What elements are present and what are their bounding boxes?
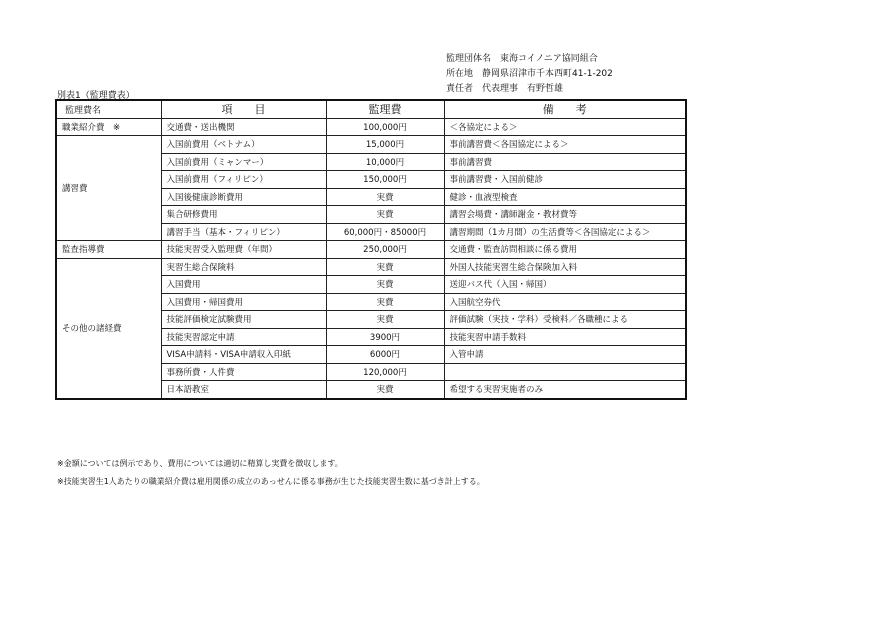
footnote-amounts: ※金額については例示であり、費用については適切に精算し実費を徴収します。 bbox=[57, 459, 343, 468]
note-cell: ＜各協定による＞ bbox=[444, 118, 686, 136]
amount-cell: 3900円 bbox=[326, 328, 444, 346]
note-cell: 評価試験（実技・学科）受検料／各職種による bbox=[444, 311, 686, 329]
note-cell: 外国人技能実習生総合保険加入料 bbox=[444, 258, 686, 276]
amount-cell: 150,000円 bbox=[326, 171, 444, 189]
item-cell: 技能実習認定申請 bbox=[161, 328, 326, 346]
org-address-line bbox=[446, 67, 613, 82]
org-name-label: 監理団体名 bbox=[446, 54, 492, 64]
note-cell: 事前講習費＜各国協定による＞ bbox=[444, 136, 686, 154]
item-cell: 交通費・送出機関 bbox=[161, 118, 326, 136]
table-header-row bbox=[56, 100, 686, 118]
category-cell: 講習費 bbox=[56, 136, 161, 241]
note-cell: 講習期間（1カ月間）の生活費等＜各国協定による＞ bbox=[444, 223, 686, 241]
header-item: 項 目 bbox=[161, 100, 326, 118]
item-cell: 入国前費用（ミャンマー） bbox=[161, 153, 326, 171]
amount-cell: 実費 bbox=[326, 293, 444, 311]
amount-cell: 120,000円 bbox=[326, 363, 444, 381]
note-cell: 希望する実習実施者のみ bbox=[444, 381, 686, 399]
note-cell: 交通費・監査訪問相談に係る費用 bbox=[444, 241, 686, 259]
item-cell: VISA申請料・VISA申請収入印紙 bbox=[161, 346, 326, 364]
note-cell: 入国航空券代 bbox=[444, 293, 686, 311]
amount-cell: 10,000円 bbox=[326, 153, 444, 171]
amount-cell: 実費 bbox=[326, 188, 444, 206]
header-remarks: 備 考 bbox=[444, 100, 686, 118]
org-name: 東海コイノニア協同組合 bbox=[500, 54, 598, 64]
item-cell: 入国費用 bbox=[161, 276, 326, 294]
table-caption: 別表1（監理費表） bbox=[57, 91, 135, 101]
organization-info bbox=[446, 52, 613, 97]
item-cell: 集合研修費用 bbox=[161, 206, 326, 224]
org-person: 代表理事 有野哲雄 bbox=[482, 84, 564, 94]
table-row bbox=[56, 118, 686, 136]
amount-cell: 実費 bbox=[326, 258, 444, 276]
org-name-line bbox=[446, 52, 613, 67]
footnote-placement-fee: ※技能実習生1人あたりの職業紹介費は雇用関係の成立のあっせんに係る事務が生じた技能実習生数に基づき計上する。 bbox=[57, 477, 485, 486]
item-cell: 事務所費・人件費 bbox=[161, 363, 326, 381]
amount-cell: 実費 bbox=[326, 276, 444, 294]
table-row bbox=[56, 258, 686, 276]
header-fee: 監理費 bbox=[326, 100, 444, 118]
org-person-line bbox=[446, 82, 613, 97]
item-cell: 技能評価検定試験費用 bbox=[161, 311, 326, 329]
item-cell: 実習生総合保険料 bbox=[161, 258, 326, 276]
item-cell: 技能実習受入監理費（年間） bbox=[161, 241, 326, 259]
amount-cell: 実費 bbox=[326, 311, 444, 329]
org-address-label: 所在地 bbox=[446, 69, 474, 79]
note-cell: 送迎バス代（入国・帰国） bbox=[444, 276, 686, 294]
org-person-label: 責任者 bbox=[446, 84, 474, 94]
amount-cell: 100,000円 bbox=[326, 118, 444, 136]
amount-cell: 6000円 bbox=[326, 346, 444, 364]
header-fee-name: 監理費名 bbox=[56, 100, 161, 118]
item-cell: 日本語教室 bbox=[161, 381, 326, 399]
category-cell: 監査指導費 bbox=[56, 241, 161, 259]
table-row bbox=[56, 136, 686, 154]
amount-cell: 250,000円 bbox=[326, 241, 444, 259]
category-cell: その他の諸経費 bbox=[56, 258, 161, 399]
note-cell bbox=[444, 363, 686, 381]
item-cell: 入国前費用（フィリピン） bbox=[161, 171, 326, 189]
note-cell: 入管申請 bbox=[444, 346, 686, 364]
org-address: 静岡県沼津市千本西町41-1-202 bbox=[482, 69, 613, 79]
note-cell: 事前講習費 bbox=[444, 153, 686, 171]
item-cell: 入国前費用（ベトナム） bbox=[161, 136, 326, 154]
note-cell: 健診・血液型検査 bbox=[444, 188, 686, 206]
amount-cell: 実費 bbox=[326, 381, 444, 399]
item-cell: 入国費用・帰国費用 bbox=[161, 293, 326, 311]
amount-cell: 60,000円・85000円 bbox=[326, 223, 444, 241]
category-cell: 職業紹介費 ※ bbox=[56, 118, 161, 136]
note-cell: 技能実習申請手数料 bbox=[444, 328, 686, 346]
amount-cell: 15,000円 bbox=[326, 136, 444, 154]
table-row bbox=[56, 241, 686, 259]
note-cell: 講習会場費・講師謝金・教材費等 bbox=[444, 206, 686, 224]
amount-cell: 実費 bbox=[326, 206, 444, 224]
item-cell: 講習手当（基本・フィリピン） bbox=[161, 223, 326, 241]
note-cell: 事前講習費・入国前健診 bbox=[444, 171, 686, 189]
item-cell: 入国後健康診断費用 bbox=[161, 188, 326, 206]
fee-table bbox=[55, 99, 687, 400]
